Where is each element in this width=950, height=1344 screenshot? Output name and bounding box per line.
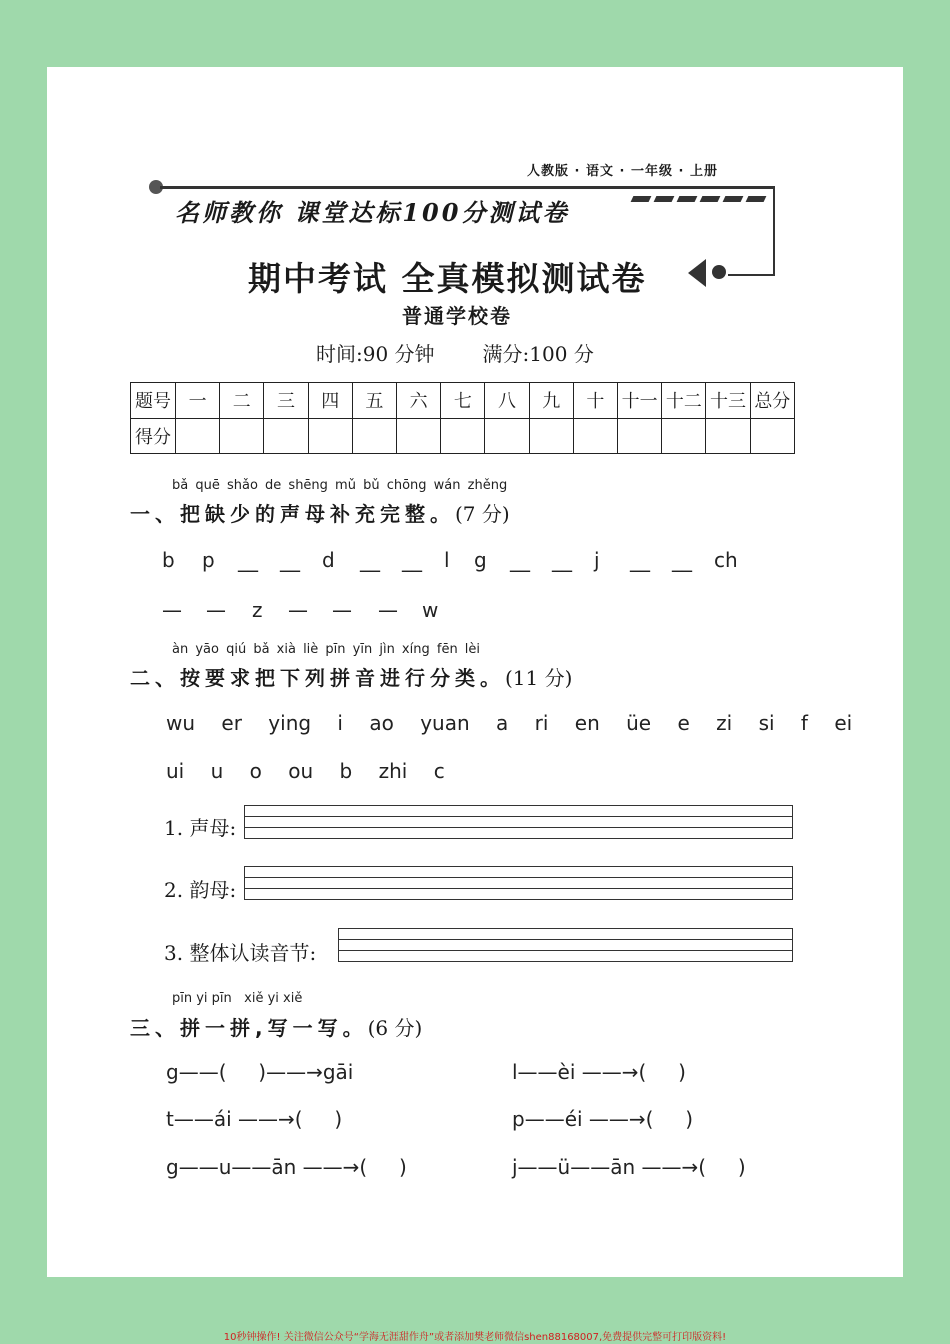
q1-blank[interactable]: — [332,598,352,622]
q3-heading [130,1012,422,1041]
q2-syllable: yuan [420,711,470,735]
score-col: 十三 [706,383,750,419]
q1-blank[interactable]: — [378,598,398,622]
q2-syllable: wu [166,711,196,735]
score-cell[interactable] [706,418,750,454]
score-cell[interactable] [441,418,485,454]
page-title: 期中考试 全真模拟测试卷 [248,259,647,298]
q2-syllable: ei [834,711,853,735]
score-cell[interactable] [397,418,441,454]
q2-syllable: ui [166,759,185,783]
q1-blank[interactable]: — [288,598,308,622]
q1-letter: j [594,548,600,572]
score-table-label: 题号 [131,383,176,419]
score-col: 五 [352,383,396,419]
full-score: 满分:100 分 [482,342,594,366]
q3-points: (6 分) [367,1016,423,1040]
score-col: 总分 [750,383,794,419]
q3-item[interactable]: p——éi ——→( ) [512,1107,694,1131]
q3-item[interactable]: l——èi ——→( ) [512,1060,686,1084]
q2-syllable: f [800,711,808,735]
q1-letter: ch [714,548,738,572]
q1-letter: z [252,598,263,622]
q2-syllable: o [249,759,262,783]
q3-heading-text: 三、拼一拼,写一写。 [130,1016,368,1040]
q3-item[interactable]: g——u——ān ——→( ) [166,1155,407,1179]
score-col: 八 [485,383,529,419]
score-cell[interactable] [485,418,529,454]
q1-heading [130,498,510,527]
q3-item[interactable]: j——ü——ān ——→( ) [512,1155,746,1179]
brand-title: 名师教你 课堂达标100分测试卷 [175,198,570,227]
q3-item[interactable]: g——( )——→gāi [166,1060,354,1084]
score-col: 九 [529,383,573,419]
q1-blank[interactable]: __ [672,548,692,572]
q2-syllable: b [339,759,353,783]
q1-letter: w [422,598,439,622]
score-col: 十二 [662,383,706,419]
stripe-decoration [632,196,765,202]
q1-blank[interactable]: __ [630,548,650,572]
q1-letter: p [202,548,215,572]
q1-row1 [162,548,744,572]
score-col: 一 [176,383,220,419]
exam-info [316,338,594,367]
q2-heading [130,662,572,691]
score-col: 六 [397,383,441,419]
edition-label: 人教版 · 语文 · 一年级 · 上册 [527,164,718,179]
q2-row2 [166,759,445,783]
q2-sub2-answer-lines[interactable] [244,866,793,900]
q2-syllable: si [758,711,775,735]
arrow-left-icon [688,259,706,287]
q2-syllable: i [337,711,343,735]
q2-syllable: ying [268,711,312,735]
q1-blank[interactable]: __ [280,548,300,572]
q2-row1 [166,711,852,735]
q1-heading-text: 一、把缺少的声母补充完整。 [130,502,455,526]
q2-syllable: zi [716,711,733,735]
score-table-header-row [131,383,795,419]
q1-blank[interactable]: __ [510,548,530,572]
q1-pinyin: bǎ quē shǎo de shēng mǔ bǔ chōng wán zhěng [172,478,508,493]
page-subtitle: 普通学校卷 [402,304,512,328]
score-table-score-row [131,418,795,454]
score-col: 七 [441,383,485,419]
q2-syllable: üe [626,711,652,735]
q1-blank[interactable]: — [162,598,182,622]
q2-syllable: zhi [378,759,408,783]
score-col: 四 [308,383,352,419]
q1-letter: g [474,548,487,572]
q2-syllable: u [210,759,224,783]
time-limit: 时间:90 分钟 [316,342,435,366]
score-col: 二 [220,383,264,419]
score-cell[interactable] [750,418,794,454]
footer-notice: 10秒钟操作! 关注微信公众号“学海无涯甜作舟”或者添加樊老师微信shen88168007,免费提供完整可打印版资料! [223,1332,727,1343]
q1-letter: l [444,548,450,572]
q1-row2 [162,598,452,622]
brand-divider [160,186,775,189]
score-col: 十一 [618,383,662,419]
q2-syllable: er [221,711,242,735]
score-cell[interactable] [618,418,662,454]
q2-points: (11 分) [505,666,573,690]
score-cell[interactable] [662,418,706,454]
q2-sub1-label: 1. 声母: [164,816,237,840]
q2-syllable: e [677,711,690,735]
score-col: 十 [573,383,617,419]
score-table-label: 得分 [131,418,176,454]
q2-sub3-label: 3. 整体认读音节: [164,941,317,965]
q3-pinyin: pīn yi pīn xiě yi xiě [172,991,303,1006]
q1-blank[interactable]: __ [238,548,258,572]
score-cell[interactable] [308,418,352,454]
q2-sub1-answer-lines[interactable] [244,805,793,839]
q2-sub3-answer-lines[interactable] [338,928,793,962]
q2-syllable: ao [369,711,394,735]
score-cell[interactable] [529,418,573,454]
brand-frame-line [728,274,775,276]
score-cell[interactable] [573,418,617,454]
dot-icon [712,265,726,279]
q2-syllable: ri [534,711,549,735]
q2-heading-text: 二、按要求把下列拼音进行分类。 [130,666,505,690]
q2-sub2-label: 2. 韵母: [164,878,237,902]
q2-pinyin: àn yāo qiú bǎ xià liè pīn yīn jìn xíng fēn lèi [172,642,481,657]
q1-blank[interactable]: __ [552,548,572,572]
brand-frame-line [773,186,775,276]
q2-syllable: ou [288,759,314,783]
q1-letter: b [162,548,175,572]
score-cell[interactable] [176,418,220,454]
q1-blank[interactable]: — [206,598,226,622]
q1-blank[interactable]: __ [360,548,380,572]
score-col: 三 [264,383,308,419]
score-table [130,382,795,454]
q2-syllable: c [433,759,445,783]
q2-syllable: en [574,711,600,735]
score-cell[interactable] [264,418,308,454]
q2-syllable: a [496,711,509,735]
q3-item[interactable]: t——ái ——→( ) [166,1107,343,1131]
q1-letter: d [322,548,335,572]
q1-blank[interactable]: __ [402,548,422,572]
score-cell[interactable] [352,418,396,454]
score-cell[interactable] [220,418,264,454]
q1-points: (7 分) [455,502,510,526]
